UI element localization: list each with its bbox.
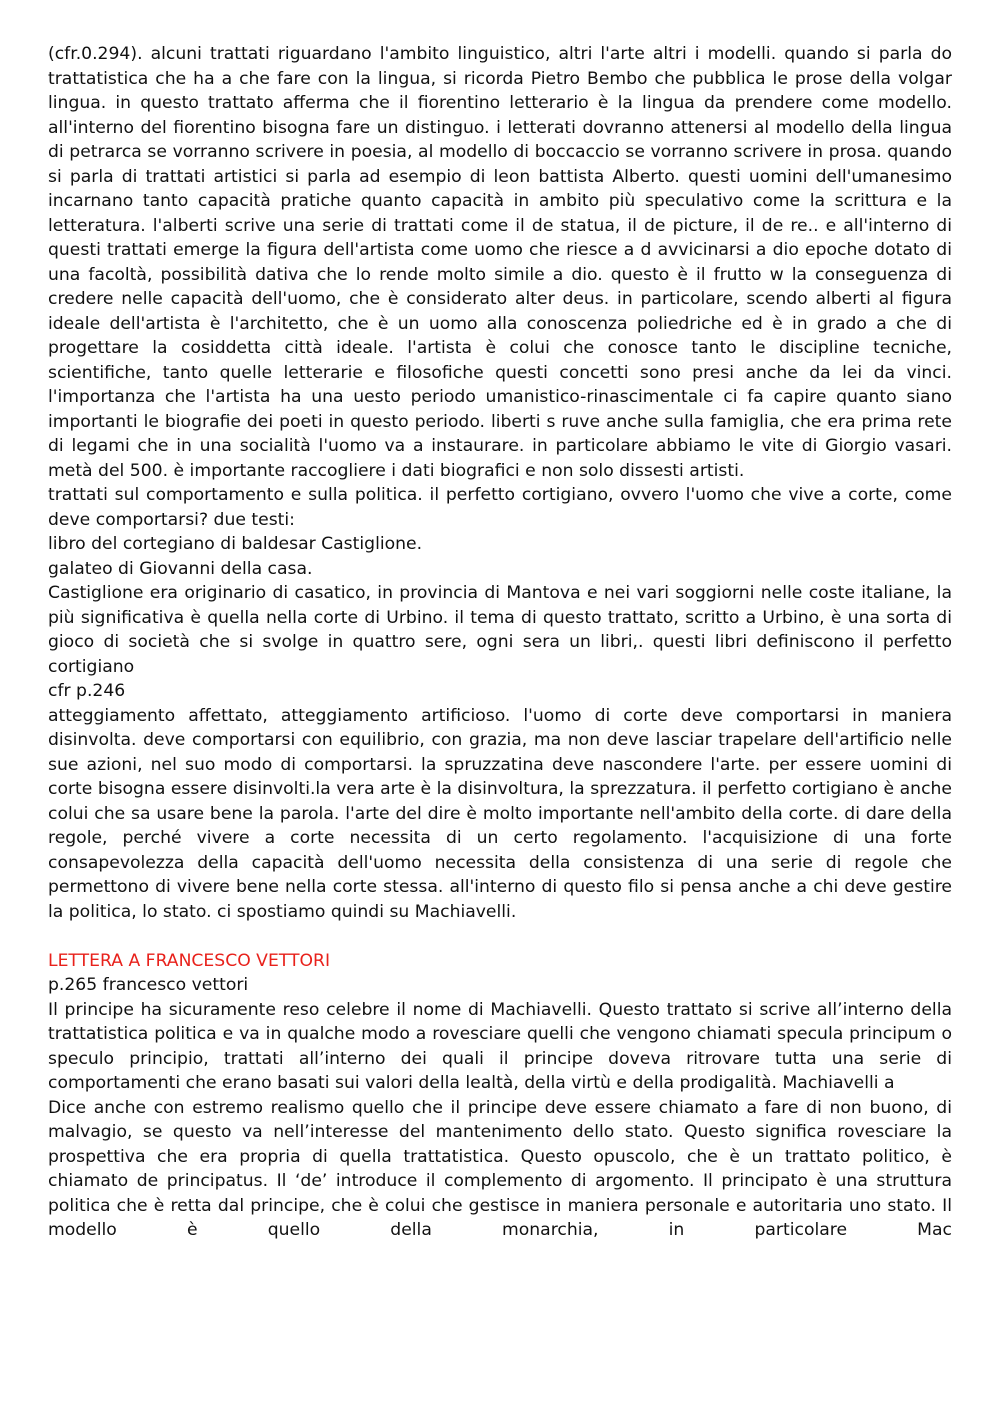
paragraph-castiglione: Castiglione era originario di casatico, in provincia di Mantova e nei vari soggiorni nelle coste italiane, la più significativa è quella nella corte di Urbino. il tema di questo trattato, scritto a Urbino, è una sorta di gioco di società che si svolge in quattro sere, ogni sera un libri,. questi libri definiscono il perfetto cortigiano [48, 583, 952, 677]
section-heading: LETTERA A FRANCESCO VETTORI [48, 950, 331, 971]
line-galateo: galateo di Giovanni della casa. [48, 558, 313, 579]
paragraph-principe: Il principe ha sicuramente reso celebre il nome di Machiavelli. Questo trattato si scrive all’interno della trattatistica politica e va in qualche modo a rovesciare quelli che vengono chiamati specula principum o speculo principio, trattati all’interno dei quali il principe doveva ritrovare tutta una serie di comportamenti che erano basati sui valori della lealtà, della virtù e della prodigalità. Machiavelli a [48, 999, 952, 1093]
blank-line [48, 924, 952, 949]
line-cfr-246: cfr p.246 [48, 681, 126, 701]
paragraph-realismo: Dice anche con estremo realismo quello che il principe deve essere chiamato a fare di non buono, di malvagio, se questo va nell’interesse del mantenimento dello stato. Questo significa rovesciare la prospettiva che era propria di quella trattatistica. Questo opuscolo, che è un trattato politico, è chiamato de principatus. Il ‘de’ introduce il complemento di argomento. Il principato è una struttura politica che è retta dal principe, che è colui che gestisce in maniera personale e autoritaria uno stato. Il modello è quello della monarchia, in particolare Mac [48, 1097, 952, 1240]
paragraph-trattatistica: (cfr.0.294). alcuni trattati riguardano l'ambito linguistico, altri l'arte altri i modelli. quando si parla do trattatistica che ha a che fare con la lingua, si ricorda Pietro Bembo che pubblica le prose della volgar lingua. in questo trattato afferma che il fiorentino letterario è la lingua da prendere come modello. all'interno del fiorentino bisogna fare un distinguo. i letterati dovranno attenersi al modello della lingua di petrarca se vorranno scrivere in poesia, al modello di boccaccio se vorranno scrivere in prosa. quando si parla di trattati artistici si parla ad esempio di leon battista Alberto. questi uomini dell'umanesimo incarnano tanto capacità pratiche quanto capacità in ambito più speculativo come la scrittura e la letteratura. l'alberti scrive una serie di trattati come il de statua, il de picture, il de re.. e all'interno di questi trattati emerge la figura dell'artista come uomo che riesce a d avvicinarsi a dio epoche dotato di una facoltà, possibilità dativa che lo rende molto simile a dio. questo è il frutto w la conseguenza di credere nelle capacità dell'uomo, che è considerato alter deus. in particolare, scendo alberti al figura ideale dell'artista è l'architetto, che è un uomo alla conoscenza poliedriche ed è in grado a che di progettare la cosiddetta città ideale. l'artista è colui che conosce tanto le discipline tecniche, scientifiche, tanto quelle letterarie e filosofiche questi concetti sono presi anche da lei da vinci. l'importanza che l'artista ha una uesto periodo umanistico-rinascimentale ci fa capire quanto siano importanti le biografie dei poeti in questo periodo. liberti s ruve anche sulla famiglia, che era prima rete di legami che in una socialità l'uomo va a instaurare. in particolare abbiamo le vite di Giorgio vasari. metà del 500. è importante raccogliere i dati biografici e non solo dissesti artisti. [48, 44, 952, 481]
paragraph-comportamento-politica: trattati sul comportamento e sulla politica. il perfetto cortigiano, ovvero l'uomo che vive a corte, come deve comportarsi? due testi: [48, 485, 952, 530]
document-page [48, 42, 952, 1243]
paragraph-sprezzatura: atteggiamento affettato, atteggiamento artificioso. l'uomo di corte deve comportarsi in maniera disinvolta. deve comportarsi con equilibrio, con grazia, ma non deve lasciar trapelare dell'artificio nelle sue azioni, nel suo modo di comportarsi. la spruzzatina deve nascondere l'arte. per essere uomini di corte bisogna essere disinvolti.la vera arte è la disinvoltura, la sprezzatura. il perfetto cortigiano è anche colui che sa usare bene la parola. l'arte del dire è molto importante nell'ambito della corte. di dare della regole, perché vivere a corte necessita di un certo regolamento. l'acquisizione di una forte consapevolezza della capacità dell'uomo necessita della consistenza di una serie di regole che permettono di vivere bene nella corte stessa. all'interno di questo filo si pensa anche a chi deve gestire la politica, lo stato. ci spostiamo quindi su Machiavelli. [48, 705, 952, 922]
line-p265: p.265 francesco vettori [48, 975, 249, 995]
line-cortegiano: libro del cortegiano di baldesar Castiglione. [48, 534, 423, 554]
